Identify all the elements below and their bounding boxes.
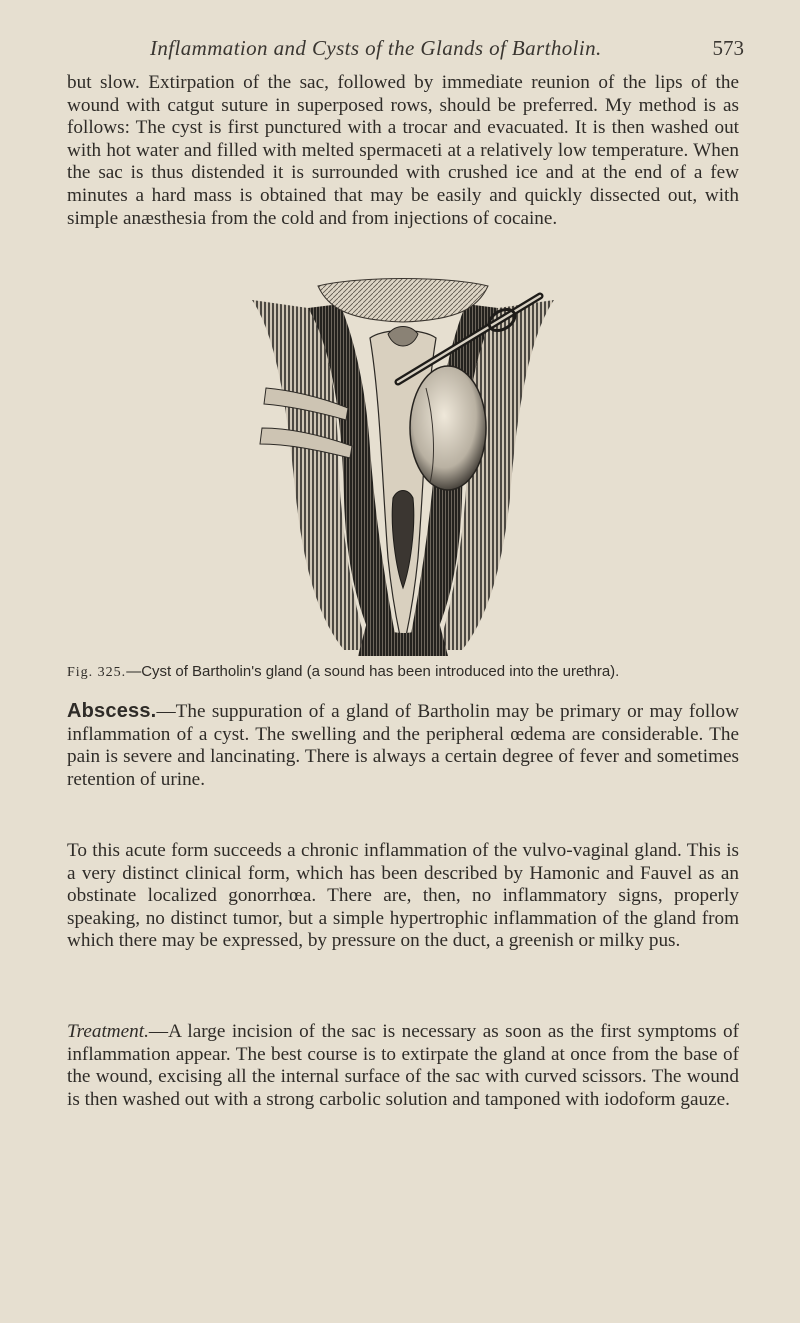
abscess-body bbox=[67, 700, 739, 791]
figure-caption bbox=[67, 663, 747, 681]
figure-label: Fig. 325. bbox=[67, 665, 127, 680]
page-number: 573 bbox=[712, 36, 744, 60]
chronic-text: To this acute form succeeds a chronic inflammation of the vulvo-vaginal gland. This is a very distinct clinical form, which has been described by Hamonic and Fauvel as an obstinate localized gonorrhœa. There are, then, no inflammatory signs, properly speaking, no distinct tumor, but a simple hypertrophic inflammation of the gland from which there may be expressed, by pressure on the duct, a greenish or milky pus. bbox=[67, 840, 739, 952]
treatment-body bbox=[67, 1021, 739, 1111]
treatment-heading: Treatment. bbox=[67, 1021, 149, 1042]
abscess-text: —The suppuration of a gland of Bartholin may be primary or may follow inflammation of a cyst. The swelling and the peripheral œdema are considerable. The pain is severe and lancinating. There is always a certain degree of fever and sometimes retention of urine. bbox=[67, 701, 739, 790]
figure-caption-text: —Cyst of Bartholin's gland (a sound has been introduced into the urethra). bbox=[126, 663, 620, 680]
engraving-figure bbox=[248, 278, 558, 656]
intro-text: but slow. Extirpation of the sac, followed by immediate reunion of the lips of the wound with catgut suture in superposed rows, should be preferred. My method is as follows: The cyst is first punctured with a trocar and evacuated. It is then washed out with hot water and filled with melted spermaceti at a relatively low temperature. When the sac is thus distended it is surrounded with crushed ice and at the end of a few minutes a hard mass is obtained that may be easily and quickly dissected out, with simple anæsthesia from the cold and from injections of cocaine. bbox=[67, 72, 739, 229]
chronic-paragraph bbox=[67, 840, 739, 953]
treatment-paragraph bbox=[67, 1021, 739, 1111]
bartholin-cyst-illustration bbox=[248, 278, 558, 656]
abscess-paragraph bbox=[67, 700, 739, 791]
treatment-text: —A large incision of the sac is necessary as soon as the first symptoms of inflammation appear. The best course is to extirpate the gland at once from the base of the wound, excising all the internal surface of the sac with curved scissors. The wound is then washed out with a strong carbolic solution and tamponed with iodoform gauze. bbox=[67, 1021, 739, 1110]
intro-paragraph bbox=[67, 72, 739, 230]
running-title: Inflammation and Cysts of the Glands of Bartholin. bbox=[150, 36, 602, 60]
abscess-heading: Abscess. bbox=[67, 700, 157, 722]
